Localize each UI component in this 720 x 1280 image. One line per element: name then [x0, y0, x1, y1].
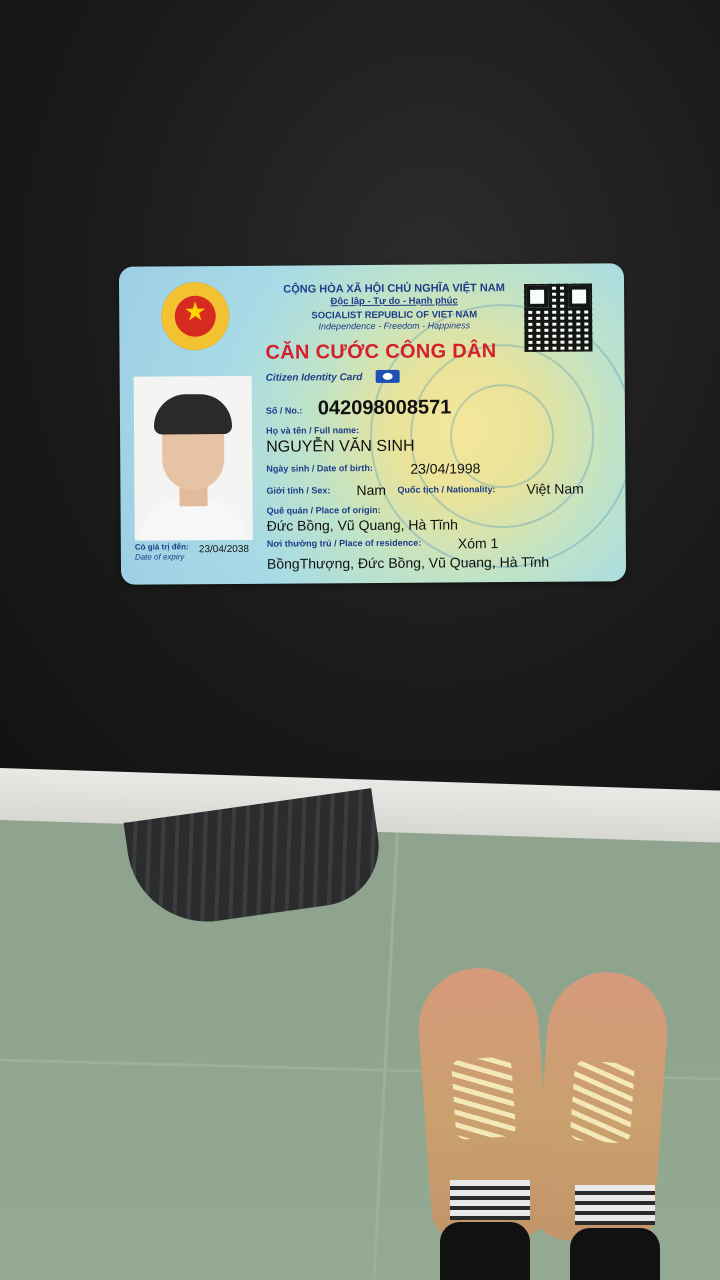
- chip-icon: [376, 370, 400, 383]
- card-title: CĂN CƯỚC CÔNG DÂN: [265, 340, 497, 364]
- sex-value: Nam: [356, 481, 387, 499]
- qr-code-icon: [524, 283, 592, 351]
- expiry-label: Có giá trị đến:: [134, 542, 189, 552]
- name-label: Họ và tên / Full name:: [266, 425, 360, 436]
- expiry-label-en: Date of expiry: [134, 552, 185, 562]
- left-sock: [450, 1180, 530, 1220]
- right-sock: [575, 1185, 655, 1225]
- nationality-label: Quốc tịch / Nationality:: [397, 484, 496, 495]
- portrait-photo: [134, 376, 253, 541]
- citizen-id-card: [119, 263, 626, 585]
- sex-label: Giới tính / Sex:: [266, 485, 331, 496]
- place-of-origin: Đức Bồng, Vũ Quang, Hà Tĩnh: [266, 516, 458, 534]
- residence-label: Nơi thường trú / Place of residence:: [266, 537, 422, 549]
- nationality-value: Việt Nam: [526, 480, 584, 497]
- right-leg: [570, 1228, 660, 1280]
- card-subtitle: Citizen Identity Card: [265, 372, 363, 384]
- header-motto-en: Independence - Freedom - Happiness: [318, 320, 471, 332]
- residence-line1: Xóm 1: [457, 535, 499, 552]
- header-country: CỘNG HÒA XÃ HỘI CHỦ NGHĨA VIỆT NAM: [283, 282, 505, 296]
- header-country-en: SOCIALIST REPUBLIC OF VIET NAM: [311, 309, 478, 322]
- number-label: Số / No.:: [265, 405, 303, 416]
- expiry-date: 23/04/2038: [198, 543, 249, 556]
- date-of-birth: 23/04/1998: [410, 460, 481, 477]
- national-emblem-icon: ★: [161, 282, 229, 350]
- id-number: 042098008571: [317, 396, 452, 420]
- residence-line2: BồngThượng, Đức Bồng, Vũ Quang, Hà Tĩnh: [266, 553, 550, 572]
- header-motto: Độc lập - Tự do - Hạnh phúc: [330, 295, 458, 308]
- origin-label: Quê quán / Place of origin:: [266, 504, 381, 516]
- full-name: NGUYỄN VĂN SINH: [266, 437, 415, 456]
- left-leg: [440, 1222, 530, 1280]
- dob-label: Ngày sinh / Date of birth:: [266, 462, 373, 474]
